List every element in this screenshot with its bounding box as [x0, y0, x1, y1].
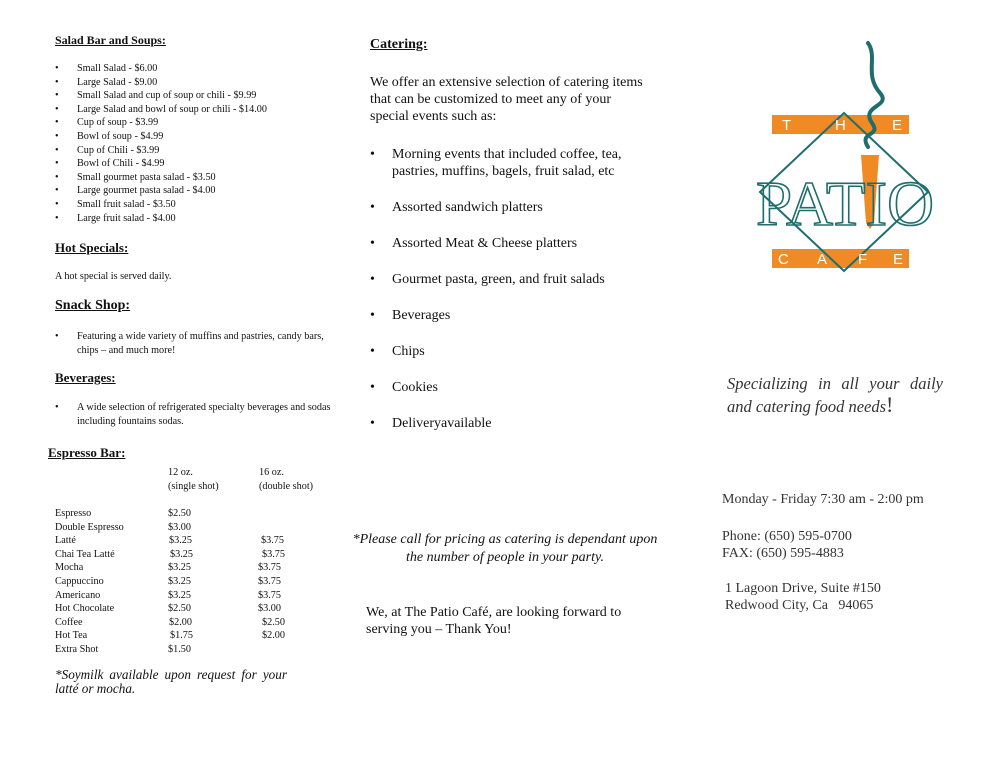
list-item: • Assorted Meat & Cheese platters: [370, 235, 660, 252]
soymilk-note: *Soymilk available upon request for your latté or mocha.: [55, 667, 287, 696]
table-row: Mocha $3.25 $3.75: [55, 562, 281, 574]
catering-heading: Catering:: [370, 37, 428, 52]
list-item: • Small gourmet pasta salad - $3.50: [55, 171, 355, 185]
tagline-text: Specializing in all your daily and catering food needs: [727, 374, 943, 416]
logo-letter-f: F: [858, 251, 868, 268]
table-row: Latté $3.25 $3.75: [55, 535, 284, 547]
hot-specials-text: A hot special is served daily.: [55, 271, 172, 282]
list-item: • Featuring a wide variety of muffins and pastries, candy bars, chips – and much more!: [55, 330, 335, 357]
tagline-exclaim: !: [886, 392, 894, 417]
hot-specials-heading: Hot Specials:: [55, 240, 129, 255]
table-row: Extra Shot $1.50: [55, 644, 191, 655]
list-item: • Large fruit salad - $4.00: [55, 212, 355, 226]
logo-word-patio: PATIO: [756, 168, 934, 239]
patio-cafe-logo: [740, 35, 940, 275]
table-row: Espresso $2.50: [55, 508, 191, 519]
logo-letter-e2: E: [893, 251, 904, 268]
list-item: • Large Salad - $9.00: [55, 76, 355, 90]
list-item: • Small Salad and cup of soup or chili - $9.99: [55, 89, 355, 103]
list-item: • Small fruit salad - $3.50: [55, 198, 355, 212]
col-16oz-shot: (double shot): [259, 481, 314, 492]
address-line-2: Redwood City, Ca 94065: [725, 598, 874, 613]
logo-letter-c: C: [778, 251, 789, 268]
list-item: • Assorted sandwich platters: [370, 199, 660, 216]
table-row: Coffee $2.00 $2.50: [55, 616, 285, 628]
table-row: Hot Chocolate $2.50 $3.00: [55, 603, 281, 615]
phone-text: Phone: (650) 595-0700: [722, 529, 852, 544]
address-line-1: 1 Lagoon Drive, Suite #150: [725, 581, 881, 596]
list-item: • Morning events that included coffee, tea, pastries, muffins, bagels, fruit salad, etc: [370, 146, 660, 180]
table-row: Chai Tea Latté $3.25 $3.75: [55, 548, 285, 560]
table-row: Hot Tea $1.75 $2.00: [55, 630, 285, 642]
list-item: • A wide selection of refrigerated specialty beverages and sodas including fountains sodas.: [55, 401, 340, 428]
fax-text: FAX: (650) 595-4883: [722, 546, 844, 561]
col-12oz-shot: (single shot): [168, 481, 219, 492]
list-item: • Beverages: [370, 307, 660, 324]
logo-letter-h: H: [835, 117, 846, 134]
col-16oz-label: 16 oz.: [259, 467, 284, 478]
salad-heading: Salad Bar and Soups:: [55, 33, 166, 47]
beverages-list: [55, 401, 340, 428]
espresso-table: [55, 507, 355, 657]
catering-intro: We offer an extensive selection of catering items that can be customized to meet any of your special events such as:: [370, 75, 643, 124]
list-item: • Deliveryavailable: [370, 415, 660, 432]
tagline: [727, 373, 943, 417]
list-item: • Bowl of soup - $4.99: [55, 130, 355, 144]
list-item: • Large gourmet pasta salad - $4.00: [55, 184, 355, 198]
table-row: Cappuccino $3.25 $3.75: [55, 576, 281, 587]
list-item: • Chips: [370, 343, 660, 360]
list-item: • Small Salad - $6.00: [55, 62, 355, 76]
thank-you-text: We, at The Patio Café, are looking forward to serving you – Thank You!: [366, 605, 622, 637]
espresso-heading: Espresso Bar:: [48, 445, 126, 460]
table-row: Americano $3.25 $3.75: [55, 589, 281, 601]
hours-text: Monday - Friday 7:30 am - 2:00 pm: [722, 492, 924, 507]
list-item: • Bowl of Chili - $4.99: [55, 157, 355, 171]
salad-list: [55, 62, 355, 225]
snack-list: [55, 330, 335, 357]
list-item: • Cup of soup - $3.99: [55, 116, 355, 130]
list-item: • Gourmet pasta, green, and fruit salads: [370, 271, 660, 288]
pricing-note: *Please call for pricing as catering is dependant upon the number of people in your party.: [352, 532, 658, 565]
logo-bottom-bar: [772, 249, 909, 268]
logo-letter-e: E: [892, 117, 903, 134]
list-item: • Cookies: [370, 379, 660, 396]
beverages-heading: Beverages:: [55, 370, 116, 385]
col-12oz-label: 12 oz.: [168, 467, 193, 478]
logo-letter-a: A: [817, 251, 828, 268]
logo-letter-t: T: [782, 117, 792, 134]
list-item: • Cup of Chili - $3.99: [55, 144, 355, 158]
list-item: • Large Salad and bowl of soup or chili - $14.00: [55, 103, 355, 117]
table-row: Double Espresso $3.00: [55, 521, 191, 533]
snack-shop-heading: Snack Shop:: [55, 298, 131, 313]
catering-list: [370, 146, 660, 432]
